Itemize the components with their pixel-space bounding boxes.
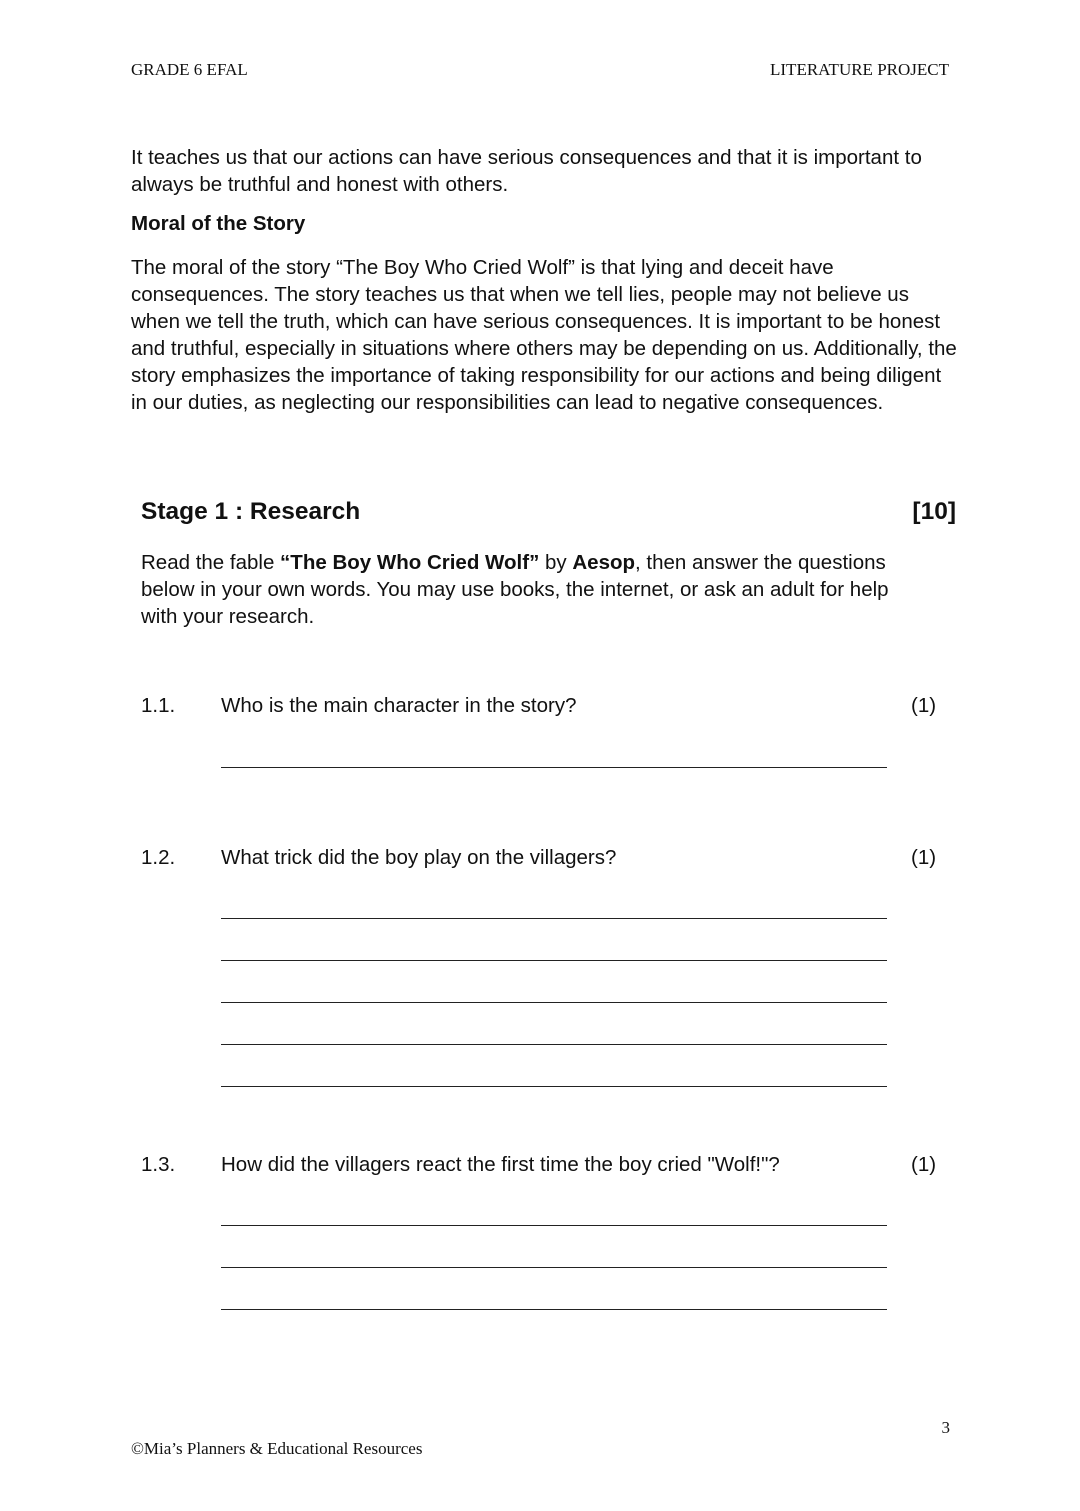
question-marks: (1): [911, 694, 937, 717]
page-number: 3: [941, 1418, 950, 1437]
answer-line[interactable]: [221, 1044, 887, 1045]
stage-title: Stage 1 : Research: [141, 498, 361, 525]
answer-line[interactable]: [221, 1225, 887, 1226]
question-marks: (1): [911, 1153, 937, 1176]
question-text: How did the villagers react the first time the boy cried "Wolf!"?: [221, 1153, 780, 1176]
answer-line[interactable]: [221, 960, 887, 961]
instructions-prefix: Read the fable: [141, 551, 281, 574]
answer-line[interactable]: [221, 1002, 887, 1003]
fable-title: “The Boy Who Cried Wolf”: [280, 551, 540, 574]
header-project-title: LITERATURE PROJECT: [770, 60, 949, 79]
instructions-suffix: , then answer the questions below in your own words. You may use books, the internet, or ask an adult for help with your research.: [141, 551, 889, 628]
fable-author: Aesop: [572, 551, 636, 574]
answer-line[interactable]: [221, 1086, 887, 1087]
instructions-by: by: [539, 551, 573, 574]
intro-paragraph: It teaches us that our actions can have serious consequences and that it is important to always be truthful and honest with others.: [131, 146, 922, 196]
answer-line[interactable]: [221, 1267, 887, 1268]
question-marks: (1): [911, 846, 937, 869]
answer-line[interactable]: [221, 767, 887, 768]
answer-line[interactable]: [221, 1309, 887, 1310]
footer-copyright: ©Mia’s Planners & Educational Resources: [131, 1439, 423, 1458]
question-text: Who is the main character in the story?: [221, 694, 577, 717]
stage-total-marks: [10]: [912, 498, 956, 525]
header-grade: GRADE 6 EFAL: [131, 60, 248, 79]
question-number: 1.3.: [141, 1153, 176, 1176]
answer-line[interactable]: [221, 918, 887, 919]
question-text: What trick did the boy play on the villagers?: [221, 846, 617, 869]
moral-paragraph: The moral of the story “The Boy Who Cried Wolf” is that lying and deceit have consequences. The story teaches us that when we tell lies, people may not believe us when we tell the truth, which can have serious consequences. It is important to be honest and truthful, especially in situations where others may be depending on us. Additionally, the story emphasizes the importance of taking responsibility for our actions and being diligent in our duties, as neglecting our responsibilities can lead to negative consequences.: [131, 256, 957, 414]
question-number: 1.2.: [141, 846, 176, 869]
moral-heading: Moral of the Story: [131, 212, 306, 235]
question-number: 1.1.: [141, 694, 176, 717]
stage-instructions: [141, 549, 901, 630]
